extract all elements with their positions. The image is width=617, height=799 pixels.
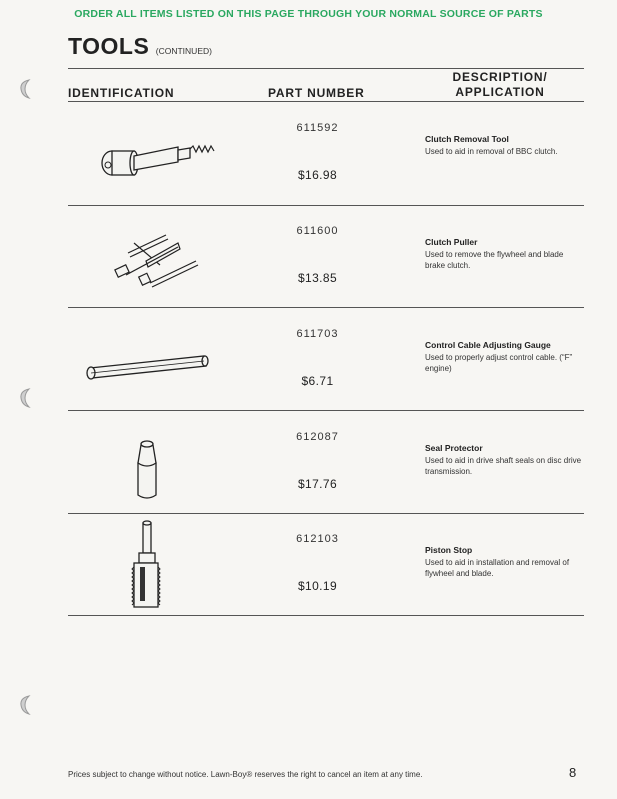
page-title-group <box>68 33 212 60</box>
column-header-part-number: PART NUMBER <box>268 86 365 100</box>
item-application: Used to remove the flywheel and blade brake clutch. <box>425 249 564 270</box>
table-bottom-rule <box>68 615 584 616</box>
table-row <box>0 308 617 411</box>
table-row <box>0 205 617 308</box>
page-subtitle: (CONTINUED) <box>155 46 212 56</box>
binder-hole-icon <box>17 694 33 716</box>
footer-notice: Prices subject to change without notice. Lawn-Boy® reserves the right to cancel an item at any time. <box>68 770 423 779</box>
column-header-description <box>415 70 585 100</box>
item-description <box>425 134 585 157</box>
clutch-puller-icon <box>68 213 268 299</box>
source-banner: ORDER ALL ITEMS LISTED ON THIS PAGE THROUGH YOUR NORMAL SOURCE OF PARTS <box>74 8 543 20</box>
price: $6.71 <box>301 374 334 388</box>
page-number: 8 <box>569 765 577 780</box>
price: $16.98 <box>297 168 338 182</box>
table-row <box>0 102 617 205</box>
item-name: Piston Stop <box>425 545 473 555</box>
part-number: 611592 <box>296 122 339 134</box>
table-row <box>0 513 617 616</box>
item-description <box>425 237 585 272</box>
table-row <box>0 411 617 514</box>
item-name: Clutch Removal Tool <box>425 134 509 144</box>
binder-hole-icon <box>17 387 33 409</box>
item-description <box>425 340 585 375</box>
part-number: 612087 <box>296 431 339 443</box>
part-number: 612103 <box>296 533 339 545</box>
control-cable-gauge-icon <box>68 316 268 402</box>
item-name: Clutch Puller <box>425 237 478 247</box>
item-application: Used to aid in installation and removal of flywheel and blade. <box>425 557 570 578</box>
item-description <box>425 443 585 478</box>
header-divider <box>68 68 584 69</box>
page-title: TOOLS <box>68 33 150 59</box>
item-application: Used to properly adjust control cable. (“F” engine) <box>425 352 573 373</box>
column-header-description-line1: DESCRIPTION/ <box>452 70 548 84</box>
column-header-identification: IDENTIFICATION <box>68 86 175 100</box>
item-name: Seal Protector <box>425 443 483 453</box>
item-description <box>425 545 585 580</box>
item-name: Control Cable Adjusting Gauge <box>425 340 551 350</box>
price: $17.76 <box>297 477 338 491</box>
item-application: Used to aid in removal of BBC clutch. <box>425 146 558 156</box>
seal-protector-icon <box>68 419 268 505</box>
column-header-description-line2: APPLICATION <box>455 85 545 99</box>
price: $10.19 <box>297 579 338 593</box>
item-application: Used to aid in drive shaft seals on disc drive transmission. <box>425 455 582 476</box>
clutch-removal-tool-icon <box>68 110 268 196</box>
price: $13.85 <box>297 271 338 285</box>
piston-stop-icon <box>68 517 268 613</box>
part-number: 611703 <box>296 328 339 340</box>
binder-hole-icon <box>17 78 33 100</box>
part-number: 611600 <box>296 225 339 237</box>
